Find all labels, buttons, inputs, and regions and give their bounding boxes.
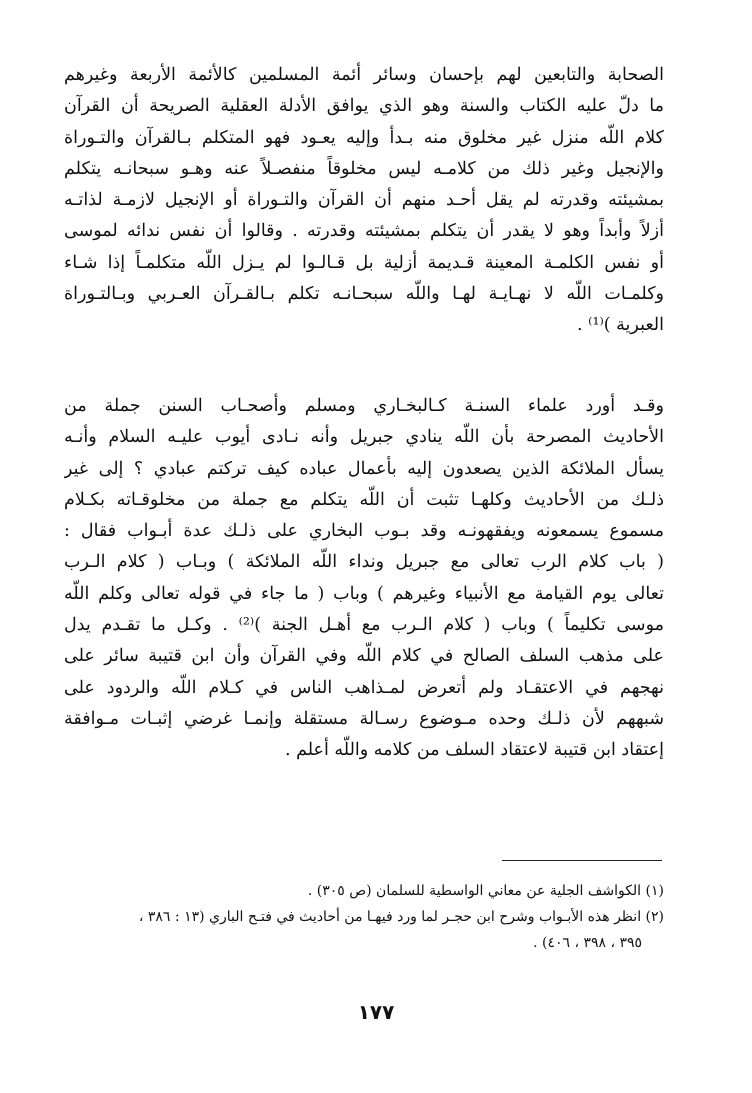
footnote-1: (١) الكواشف الجلية عن معاني الواسطية للسلمان (ص ٣٠٥) .	[307, 883, 664, 899]
text-line: ما دلّ عليه الكتاب والسنة وهو الذي يوافق الأدلة العقلية الصريحة أن القرآن	[64, 96, 664, 117]
text-line: ذلـك من الأحاديث وكلهـا تثبت أن اللّه يتكلم مع جملة من مخلوقـاته بكـلام	[64, 489, 664, 510]
text-line: على مذهب السلف الصالح في كلام اللّه وفي القرآن وأن ابن قتيبة سائر على	[64, 646, 664, 667]
text-line: إعتقاد ابن قتيبة لاعتقاد السلف من كلامه واللّه أعلم .	[284, 740, 664, 761]
text-line: وقـد أورد علماء السنـة كـالبخـاري ومسلم وأصحـاب السنن جملة من	[64, 396, 664, 416]
text-line: موسى تكليماً ) وباب ( كلام الـرب مع أهـل الجنة )⁽²⁾ . وكـل ما تقـدم يدل	[64, 615, 664, 636]
footnote-2: (٢) انظر هذه الأبـواب وشرح ابن حجـر لما ورد فيهـا من أحاديث في فتـح الباري (١٣ : ٣٨٦ ،	[138, 909, 664, 925]
text-line: وكلمـات اللّه لا نهـايـة لهـا واللّه سبحـانـه تكلم بـالقـرآن العـربي وبـالتـوراة	[64, 284, 664, 305]
text-line: والإنجيل وغير ذلك من كلامـه ليس مخلوقاً منفصـلاً عنه وهـو سبحانـه يتكلم	[64, 158, 664, 179]
text-line: تعالى يوم القيامة مع الأنبياء وغيرهم ) وباب ( ما جاء في قوله تعالى وكلم اللّه	[64, 583, 664, 604]
paragraph-1	[64, 60, 664, 342]
footnote-divider	[502, 860, 662, 861]
text-line: مسموع يسمعونه ويفقهونـه وقد بـوب البخاري على ذلـك عدة أبـواب فقال :	[64, 521, 664, 542]
text-line: العبرية )⁽¹⁾ .	[577, 315, 664, 336]
text-line: بمشيئته وقدرته لم يقل أحـد منهم أن القرآن والتـوراة أو الإنجيل لازمـة لذاتـه	[64, 190, 664, 211]
text-line: أزلاً وأبداً وهو لا يقدر أن يتكلم بمشيئته وقدرته . وقالوا أن نفس ندائه لموسى	[64, 221, 664, 242]
footnotes	[64, 878, 664, 956]
text-line: الأحاديث المصرحة بأن اللّه ينادي جبريل وأنه نـادى أيوب عليـه السلام وأنـه	[64, 427, 664, 448]
footnote-2-continuation: ٣٩٥ ، ٣٩٨ ، ٤٠٦) .	[533, 935, 642, 951]
text-line: الصحابة والتابعين لهم بإحسان وسائر أئمة المسلمين كالأئمة الأربعة وغيرهم	[64, 65, 664, 85]
text-line: شبههم لأن ذلـك وحده مـوضوع رسـالة مستقلة وإنمـا غرضي إثبـات مـوافقة	[64, 708, 664, 729]
text-line: أو نفس الكلمـة المعينة قـديمة أزلية بل قـالـوا لم يـزل اللّه متكلمـاً إذا شـاء	[64, 252, 664, 273]
page-number: ١٧٧	[357, 1000, 395, 1024]
text-line: يسأل الملائكة الذين يصعدون إليه بأعمال عباده كيف تركتم عبادي ؟ إلى غير	[64, 458, 664, 479]
text-line: نهجهم في الاعتقـاد ولم أتعرض لمـذاهب الناس في كـلام اللّه والردود على	[64, 677, 664, 698]
paragraph-2	[64, 391, 664, 767]
text-line: ( باب كلام الرب تعالى مع جبريل ونداء اللّه الملائكة ) وبـاب ( كلام الـرب	[64, 552, 664, 573]
text-line: كلام اللّه منزل غير مخلوق منه بـدأ وإليه يعـود فهو المتكلم بـالقرآن والتـوراة	[64, 127, 664, 148]
